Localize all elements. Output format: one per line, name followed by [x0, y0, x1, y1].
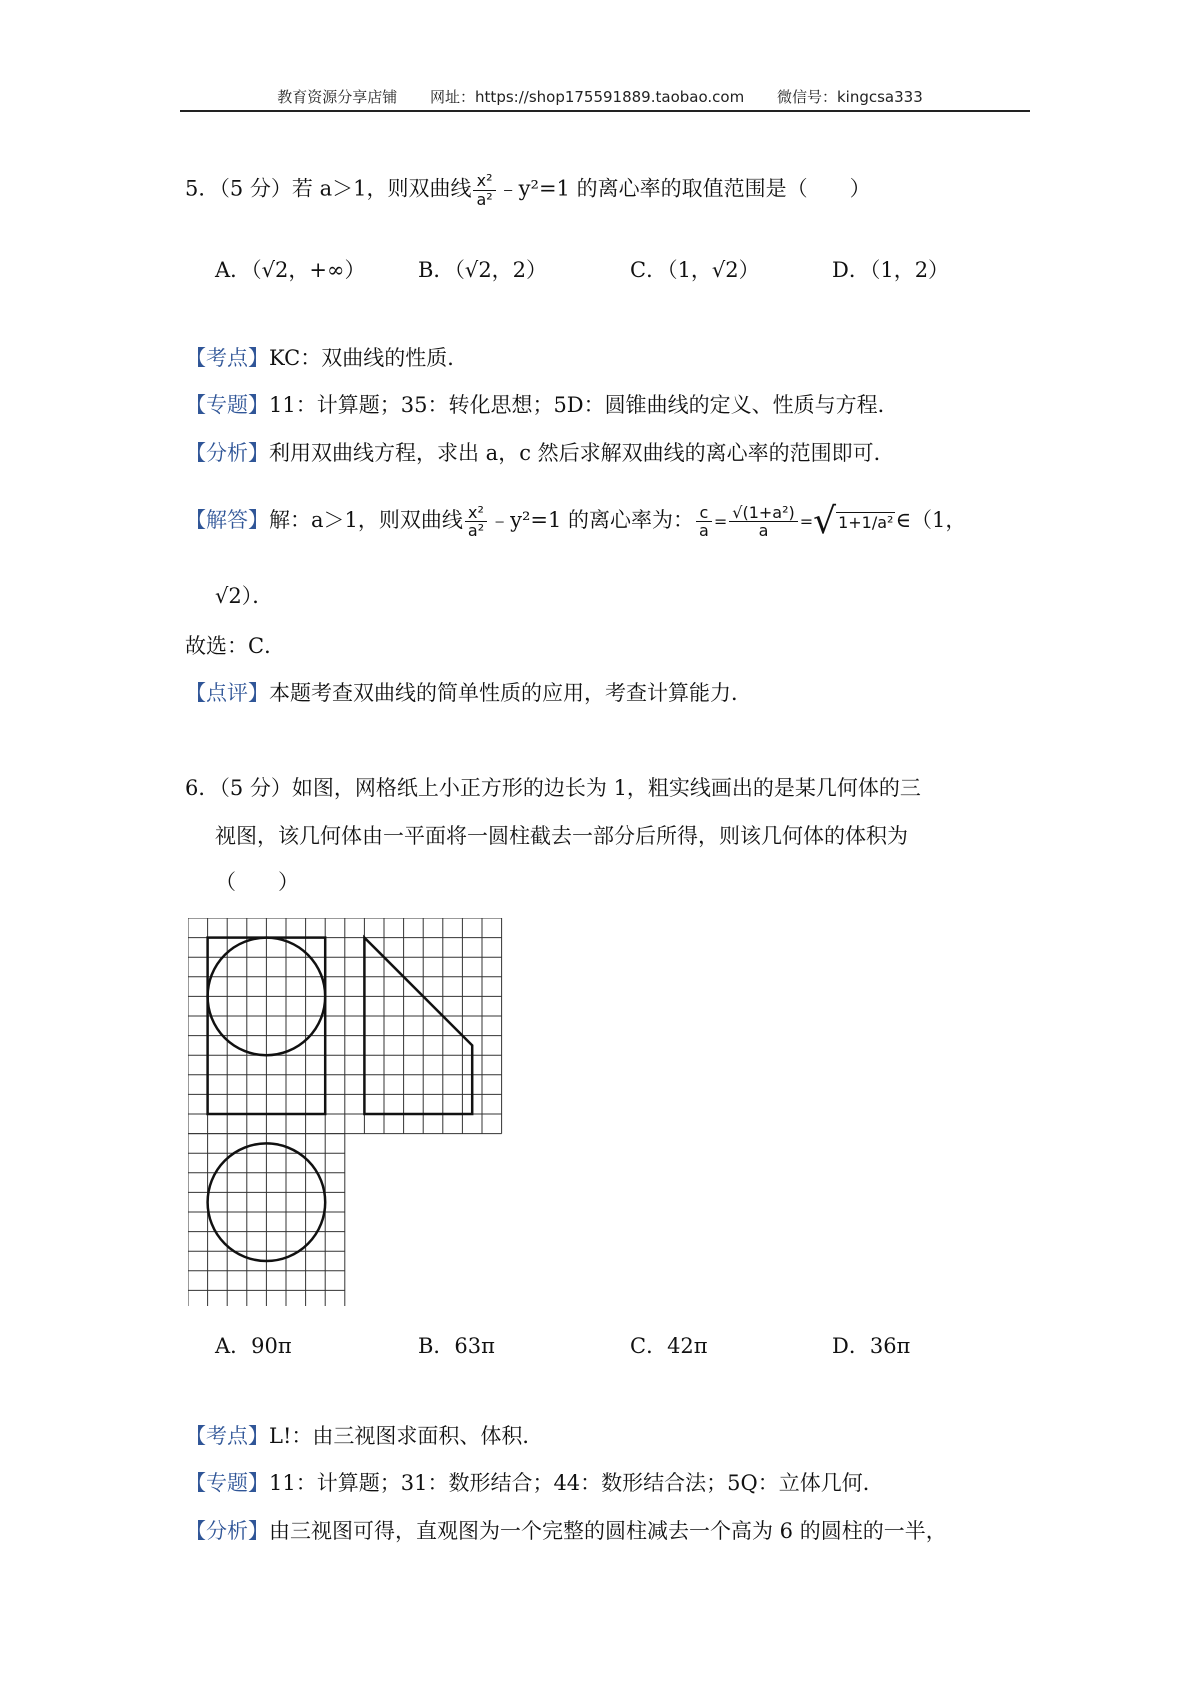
- q5-jieda-frac1-den: a: [699, 521, 709, 541]
- q5-jieda-frac0: [465, 504, 487, 540]
- three-view-figure: [188, 918, 508, 1306]
- q5-dianping: [185, 681, 752, 706]
- q5-fenxi-tag: 【分析】: [185, 441, 269, 465]
- q5-jieda-line2: √2）．: [215, 584, 274, 608]
- q6-fenxi-tag: 【分析】: [185, 1519, 269, 1543]
- q5-fenxi-text: 利用双曲线方程，求出 a，c 然后求解双曲线的离心率的范围即可．: [269, 441, 895, 465]
- q6-kaodian-tag: 【考点】: [185, 1424, 269, 1448]
- q6-stem-line1: 6．（5 分）如图，网格纸上小正方形的边长为 1，粗实线画出的是某几何体的三: [185, 776, 921, 800]
- page-header: [0, 86, 1200, 107]
- header-url: 网址：https://shop175591889.taobao.com: [430, 88, 745, 106]
- q6-stem-line2: 视图，该几何体由一平面将一圆柱截去一部分后所得，则该几何体的体积为: [215, 824, 908, 848]
- q5-option-a: A．（√2，+∞）: [215, 258, 366, 282]
- q5-kaodian: [185, 346, 468, 371]
- q6-option-b: B．63π: [418, 1334, 495, 1358]
- q5-kaodian-text: KC：双曲线的性质．: [269, 346, 469, 370]
- q6-zhuanti-text: 11：计算题；31：数形结合；44：数形结合法；5Q：立体几何．: [269, 1471, 884, 1495]
- q5-jieda-eq2: =: [799, 512, 814, 532]
- q6-option-d: D．36π: [832, 1334, 911, 1358]
- q6-zhuanti: [185, 1471, 884, 1496]
- grid-lines: [188, 918, 502, 1306]
- q6-option-c: C．42π: [630, 1334, 708, 1358]
- q5-kaodian-tag: 【考点】: [185, 346, 269, 370]
- q5-zhuanti: [185, 393, 899, 418]
- q5-zhuanti-text: 11：计算题；35：转化思想；5D：圆锥曲线的定义、性质与方程．: [269, 393, 899, 417]
- q5-jieda-frac2-den: a: [758, 521, 769, 541]
- header-divider: [180, 110, 1030, 112]
- q5-option-c: C．（1，√2）: [630, 258, 760, 282]
- q6-option-a: A．90π: [215, 1334, 292, 1358]
- q5-jieda-prefix: 解：a＞1，则双曲线: [269, 508, 463, 533]
- radical-sign-icon: √: [813, 501, 837, 542]
- q5-dianping-text: 本题考查双曲线的简单性质的应用，考查计算能力．: [269, 681, 752, 705]
- q5-fenxi: [185, 441, 895, 466]
- q5-jieda-frac0-den: a²: [467, 521, 485, 541]
- q5-jieda-suffix: ∈（1，: [895, 508, 967, 533]
- q6-kaodian-text: L!：由三视图求面积、体积．: [269, 1424, 544, 1448]
- q6-fenxi-text: 由三视图可得，直观图为一个完整的圆柱减去一个高为 6 的圆柱的一半，: [269, 1519, 947, 1543]
- q5-stem-suffix: ﹣y²=1 的离心率的取值范围是（ ）: [497, 176, 871, 201]
- q5-jieda-frac2-num: √(1+a²): [729, 504, 797, 523]
- side-view-outline: [364, 938, 472, 1114]
- q6-kaodian: [185, 1424, 543, 1449]
- q5-frac-num: x²: [473, 172, 495, 191]
- q5-stem: [185, 172, 871, 208]
- header-wechat: 微信号：kingcsa333: [776, 88, 923, 106]
- q5-guxuan: 故选：C．: [185, 634, 286, 658]
- q5-stem-prefix: 5．（5 分）若 a＞1，则双曲线: [185, 176, 472, 201]
- q5-jieda-frac0-num: x²: [465, 504, 487, 523]
- q5-option-b: B．（√2，2）: [418, 258, 548, 282]
- q5-jieda: [185, 500, 966, 543]
- q6-stem-line3: （ ）: [215, 870, 299, 894]
- q5-frac-den: a²: [476, 189, 493, 209]
- q5-jieda-sqrt-body: 1+1/a²: [838, 512, 894, 532]
- q5-jieda-frac1-num: c: [696, 504, 712, 523]
- q5-jieda-frac1: [696, 504, 712, 540]
- q6-zhuanti-tag: 【专题】: [185, 1471, 269, 1495]
- q5-jieda-tag: 【解答】: [185, 508, 269, 533]
- q5-jieda-mid: ﹣y²=1 的离心率为：: [489, 508, 695, 533]
- q5-jieda-eq1: =: [713, 512, 728, 532]
- q5-option-d: D．（1，2）: [832, 258, 950, 282]
- q5-jieda-frac2: [729, 504, 797, 540]
- q5-fraction: [473, 172, 495, 208]
- header-shop: 教育资源分享店铺: [277, 88, 398, 106]
- q5-zhuanti-tag: 【专题】: [185, 393, 269, 417]
- q5-dianping-tag: 【点评】: [185, 681, 269, 705]
- q6-fenxi: [185, 1519, 947, 1544]
- q5-jieda-sqrt: [813, 500, 895, 543]
